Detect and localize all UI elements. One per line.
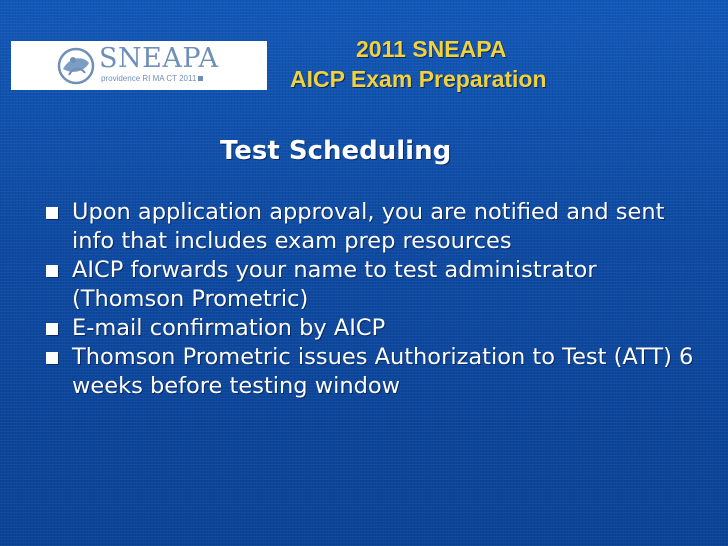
bullet-list [44, 198, 704, 401]
square-bullet-icon [46, 207, 58, 219]
sneapa-logo [11, 41, 267, 90]
bullet-item [44, 198, 704, 256]
logo-subtitle: providence RI MA CT 2011 [101, 74, 203, 83]
header-subtitle: AICP Exam Preparation [290, 66, 547, 92]
bullet-item [44, 314, 704, 343]
globe-emblem-icon [55, 45, 97, 87]
square-bullet-icon [46, 352, 58, 364]
bullet-text: AICP forwards your name to test administrator (Thomson Prometric) [72, 257, 597, 312]
square-bullet-icon [46, 265, 58, 277]
bullet-text: E-mail confirmation by AICP [72, 315, 386, 341]
logo-square-icon [198, 76, 203, 81]
bullet-text: Thomson Prometric issues Authorization to Test (ATT) 6 weeks before testing window [72, 344, 694, 399]
header-event-title: 2011 SNEAPA [356, 36, 507, 62]
square-bullet-icon [46, 323, 58, 335]
slide-title: Test Scheduling [220, 136, 452, 166]
bullet-text: Upon application approval, you are notified and sent info that includes exam prep resources [72, 199, 665, 254]
bullet-item [44, 343, 704, 401]
bullet-item [44, 256, 704, 314]
logo-wordmark: SNEAPA [99, 43, 219, 74]
